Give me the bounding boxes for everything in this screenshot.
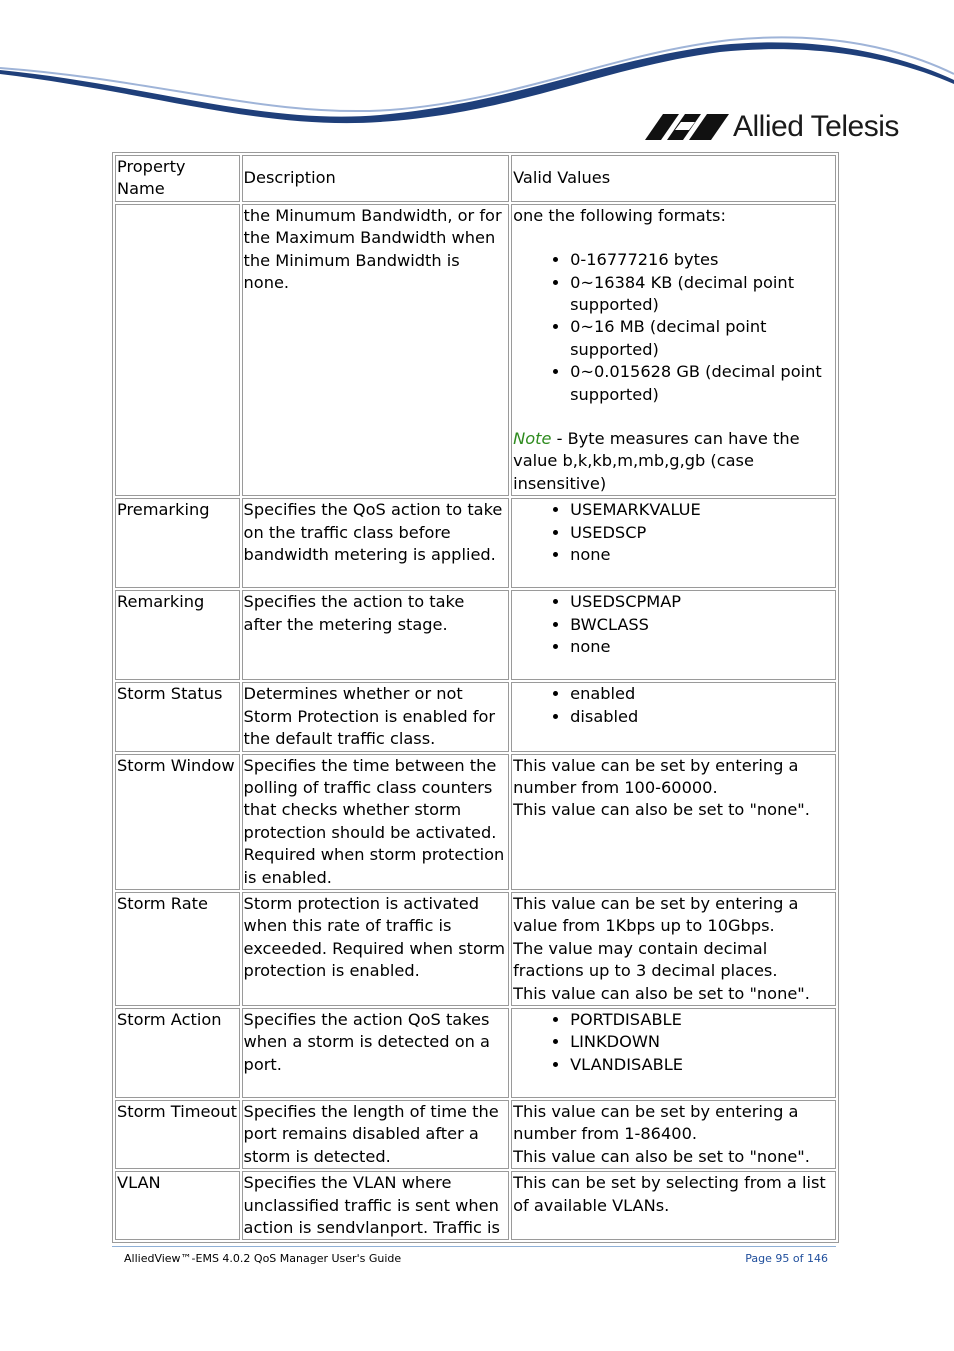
description-cell: Specifies the action QoS takes when a storm is detected on a port. [242, 1008, 510, 1098]
table-row [115, 682, 836, 751]
property-table [112, 152, 839, 1243]
values-line: This value can also be set to "none". [513, 800, 810, 820]
list-item: • 0~16 MB (decimal point supported) [570, 316, 834, 361]
header-valid-values: Valid Values [511, 155, 836, 202]
values-line: This value can be set by entering a number from 100-60000. [513, 755, 799, 797]
list-item: • LINKDOWN [570, 1031, 834, 1053]
list-item: • 0-16777216 bytes [570, 249, 834, 271]
table-row [115, 498, 836, 588]
header-property-name: Property Name [115, 155, 240, 202]
property-name-cell: Remarking [115, 590, 240, 680]
valid-values-cell [511, 754, 836, 890]
table-header-row [115, 155, 836, 202]
table-row [115, 1100, 836, 1169]
footer-divider [112, 1246, 836, 1247]
valid-values-cell [511, 1171, 836, 1240]
list-item: • USEDSCP [570, 522, 834, 544]
values-line: This value can also be set to "none". [513, 1146, 810, 1166]
list-item: • none [570, 636, 834, 658]
table-row [115, 754, 836, 890]
property-name-cell: Storm Action [115, 1008, 240, 1098]
property-name-cell: Storm Window [115, 754, 240, 890]
valid-values-cell [511, 1008, 836, 1098]
valid-values-cell [511, 1100, 836, 1169]
table-row [115, 1171, 836, 1240]
description-cell: Determines whether or not Storm Protection is enabled for the default traffic class. [242, 682, 510, 751]
valid-values-cell [511, 892, 836, 1006]
property-name-cell: Storm Rate [115, 892, 240, 1006]
description-cell: Specifies the QoS action to take on the traffic class before bandwidth metering is applied. [242, 498, 510, 588]
description-cell: Specifies the VLAN where unclassified traffic is sent when action is sendvlanport. Traffic is [242, 1171, 510, 1240]
table-row [115, 1008, 836, 1098]
description-cell: the Minumum Bandwidth, or for the Maximum Bandwidth when the Minimum Bandwidth is none. [242, 204, 510, 496]
list-item: • USEMARKVALUE [570, 499, 834, 521]
valid-values-cell [511, 682, 836, 751]
description-cell: Specifies the action to take after the metering stage. [242, 590, 510, 680]
list-item: • enabled [570, 683, 834, 705]
values-line: This value can be set by entering a value from 1Kbps up to 10Gbps. [513, 893, 799, 936]
note-text: - Byte measures can have the value b,k,kb,m,mb,g,gb (case insensitive) [513, 429, 800, 493]
values-list [513, 499, 834, 566]
note-paragraph [513, 428, 834, 495]
valid-values-cell [511, 590, 836, 680]
values-list [513, 249, 834, 406]
table-row [115, 590, 836, 680]
list-item: • BWCLASS [570, 614, 834, 636]
table-row [115, 892, 836, 1006]
values-line: This value can be set by entering a number from 1-86400. [513, 1101, 799, 1144]
property-name-cell: Storm Status [115, 682, 240, 751]
valid-values-cell [511, 204, 836, 496]
values-line: The value may contain decimal fractions up to 3 decimal places. [513, 938, 778, 981]
table-row [115, 204, 836, 496]
values-list [513, 591, 834, 658]
allied-telesis-logo [645, 108, 899, 146]
values-list [513, 1009, 834, 1076]
list-item: • none [570, 544, 834, 566]
note-label: Note [513, 429, 552, 449]
list-item: • PORTDISABLE [570, 1009, 834, 1031]
values-line: This value can also be set to "none". [513, 983, 810, 1003]
description-cell: Specifies the length of time the port remains disabled after a storm is detected. [242, 1100, 510, 1169]
values-list [513, 683, 834, 728]
property-name-cell: Premarking [115, 498, 240, 588]
list-item: • USEDSCPMAP [570, 591, 834, 613]
description-cell: Storm protection is activated when this rate of traffic is exceeded. Required when storm protection is enabled. [242, 892, 510, 1006]
logo-text: Allied Telesis [733, 110, 899, 143]
logo-mark-icon [645, 112, 729, 142]
values-line: This can be set by selecting from a list of available VLANs. [513, 1173, 826, 1215]
values-intro: one the following formats: [513, 205, 726, 225]
footer-document-title: AlliedView™-EMS 4.0.2 QoS Manager User's Guide [124, 1252, 402, 1265]
list-item: • disabled [570, 706, 834, 728]
list-item: • 0~16384 KB (decimal point supported) [570, 272, 834, 317]
header-description: Description [242, 155, 510, 202]
valid-values-cell [511, 498, 836, 588]
description-cell: Specifies the time between the polling of traffic class counters that checks whether storm protection should be activated. Required when storm protection is enabled. [242, 754, 510, 890]
footer-page-number: Page 95 of 146 [745, 1252, 828, 1265]
list-item: • 0~0.015628 GB (decimal point supported) [570, 361, 834, 406]
property-name-cell: VLAN [115, 1171, 240, 1240]
property-name-cell [115, 204, 240, 496]
property-name-cell: Storm Timeout [115, 1100, 240, 1169]
list-item: • VLANDISABLE [570, 1054, 834, 1076]
